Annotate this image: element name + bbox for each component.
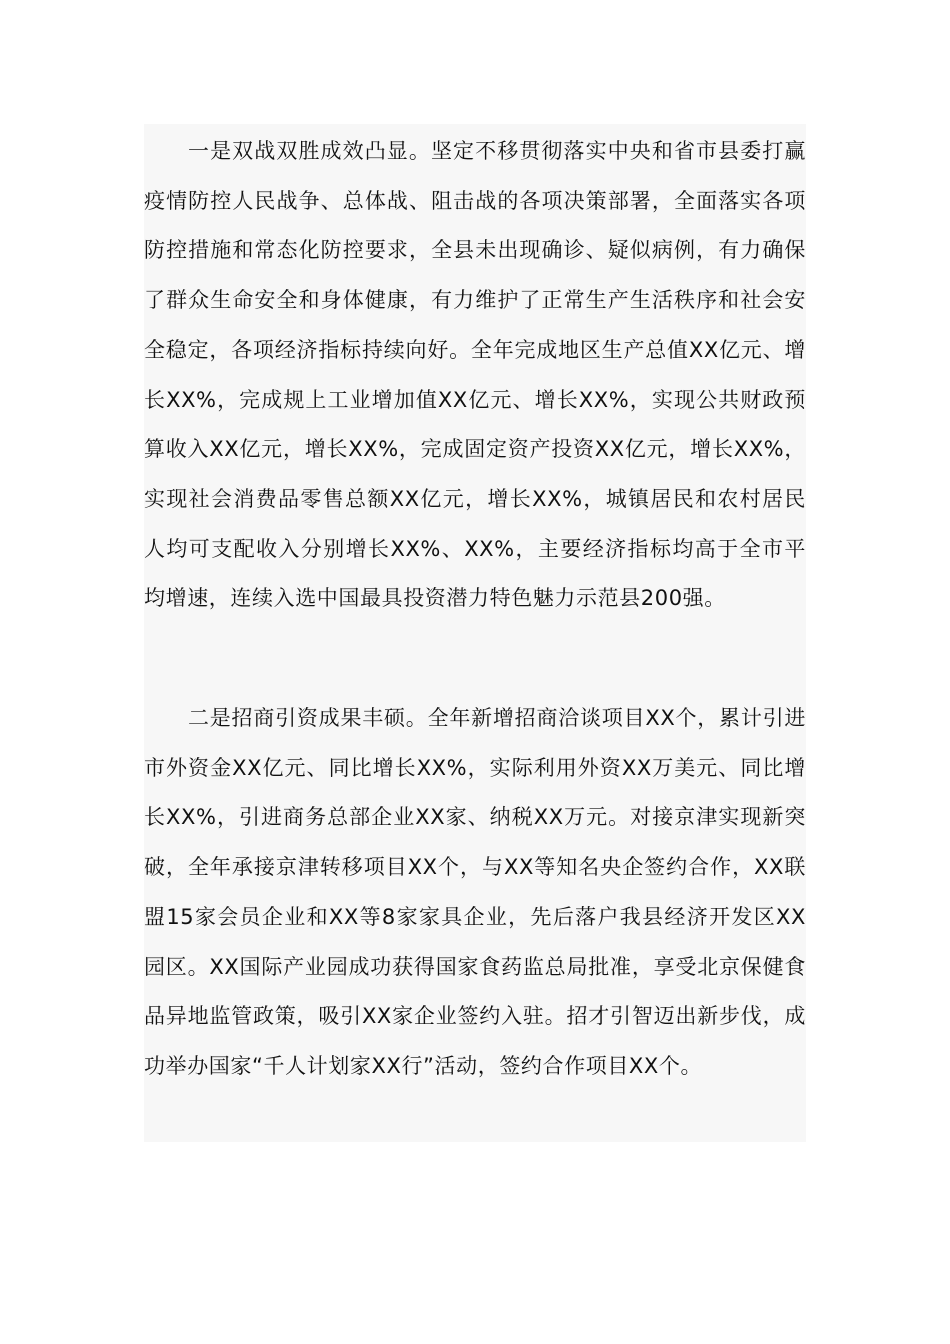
text-block (144, 124, 806, 1142)
paragraph-1: 一是双战双胜成效凸显。坚定不移贯彻落实中央和省市县委打赢疫情防控人民战争、总体战、阻击战的各项决策部署，全面落实各项防控措施和常态化防控要求，全县未出现确诊、疑似病例，有力确保了群众生命安全和身体健康，有力维护了正常生产生活秩序和社会安全稳定，各项经济指标持续向好。全年完成地区生产总值XX亿元、增长XX%，完成规上工业增加值XX亿元、增长XX%，实现公共财政预算收入XX亿元，增长XX%，完成固定资产投资XX亿元，增长XX%， 实现社会消费品零售总额XX亿元，增长XX%，城镇居民和农村居民人均可支配收入分别增长XX%、XX%，主要经济指标均高于全市平均增速，连续入选中国最具投资潜力特色魅力示范县200强。 (144, 139, 806, 611)
paragraph-2: 二是招商引资成果丰硕。全年新增招商洽谈项目XX个，累计引进市外资金XX亿元、同比增长XX%，实际利用外资XX万美元、同比增长XX%，引进商务总部企业XX家、纳税XX万元。对接京津实现新突破，全年承接京津转移项目XX个，与XX等知名央企签约合作，XX联盟15家会员企业和XX等8家家具企业，先后落户我县经济开发区XX园区。XX国际产业园成功获得国家食药监总局批准，享受北京保健食品异地监管政策，吸引XX家企业签约入驻。招才引智迈出新步伐，成功举办国家“千人计划家XX行”活动，签约合作项目XX个。 (144, 706, 806, 1078)
